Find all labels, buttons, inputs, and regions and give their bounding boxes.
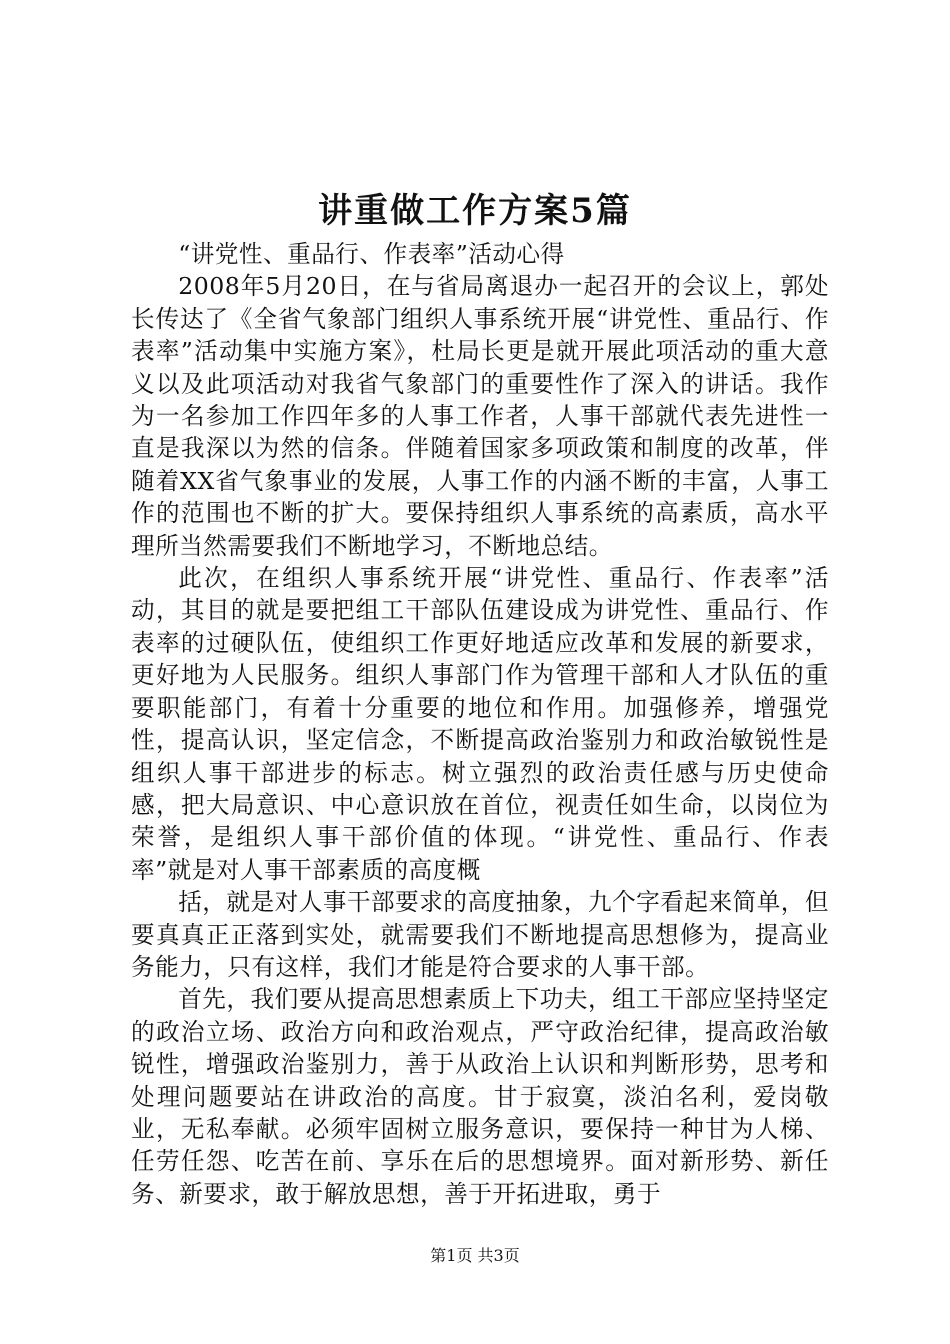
page-number-footer: 第1页 共3页 bbox=[430, 1246, 520, 1265]
document-title: 讲重做工作方案5篇 bbox=[318, 191, 632, 231]
paragraph: 括，就是对人事干部要求的高度抽象，九个字看起来简单，但要真真正正落到实处，就需要我们不断地提高思想修为，提高业务能力，只有这样，我们才能是符合要求的人事干部。 bbox=[131, 888, 829, 981]
paragraph: 首先，我们要从提高思想素质上下功夫，组工干部应坚持坚定的政治立场、政治方向和政治观点，严守政治纪律，提高政治敏锐性，增强政治鉴别力，善于从政治上认识和判断形势，思考和处理问题要站在讲政治的高度。甘于寂寞，淡泊名利，爱岗敬业，无私奉献。必须牢固树立服务意识，要保持一种甘为人梯、任劳任怨、吃苦在前、享乐在后的思想境界。面对新形势、新任务、新要求，敢于解放思想，善于开拓进取，勇于 bbox=[131, 985, 829, 1208]
paragraph: 2008年5月20日，在与省局离退办一起召开的会议上，郭处长传达了《全省气象部门组织人事系统开展“讲党性、重品行、作表率”活动集中实施方案》，杜局长更是就开展此项活动的重大意义以及此项活动对我省气象部门的重要性作了深入的讲话。我作为一名参加工作四年多的人事工作者，人事干部就代表先进性一直是我深以为然的信条。伴随着国家多项政策和制度的改革，伴随着XX省气象事业的发展，人事工作的内涵不断的丰富，人事工作的范围也不断的扩大。要保持组织人事系统的高素质，高水平理所当然需要我们不断地学习，不断地总结。 bbox=[131, 272, 829, 560]
document-body bbox=[131, 238, 829, 1210]
paragraph-subtitle: “讲党性、重品行、作表率”活动心得 bbox=[178, 240, 565, 268]
paragraph: 此次，在组织人事系统开展“讲党性、重品行、作表率”活动，其目的就是要把组工干部队伍建设成为讲党性、重品行、作表率的过硬队伍，使组织工作更好地适应改革和发展的新要求，更好地为人民服务。组织人事部门作为管理干部和人才队伍的重要职能部门，有着十分重要的地位和作用。加强修养，增强党性，提高认识，坚定信念，不断提高政治鉴别力和政治敏锐性是组织人事干部进步的标志。树立强烈的政治责任感与历史使命感，把大局意识、中心意识放在首位，视责任如生命，以岗位为荣誉，是组织人事干部价值的体现。“讲党性、重品行、作表率”就是对人事干部素质的高度概 bbox=[131, 564, 829, 884]
